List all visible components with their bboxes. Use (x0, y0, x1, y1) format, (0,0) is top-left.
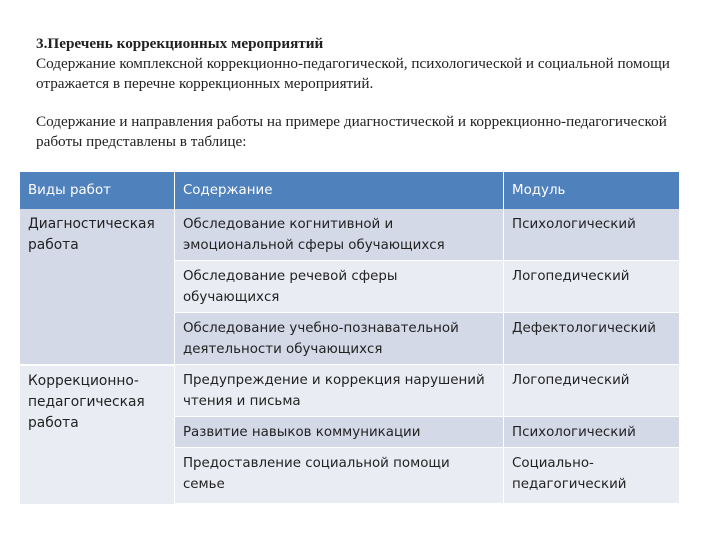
work-type-cell: Диагностическая работа (20, 209, 174, 365)
content-cell: Предоставление социальной помощи семье (174, 448, 503, 504)
header-work-type: Виды работ (20, 172, 174, 209)
content-cell: Предупреждение и коррекция нарушений чтения и письма (174, 365, 503, 417)
module-cell: Психологический (504, 209, 680, 261)
module-cell: Социально-педагогический (504, 448, 680, 504)
table-header-row (20, 172, 680, 209)
module-cell: Логопедический (504, 365, 680, 417)
module-cell: Логопедический (504, 261, 680, 313)
content-cell: Обследование учебно-познавательной деятельности обучающихся (174, 313, 503, 365)
content-cell: Обследование когнитивной и эмоциональной сферы обучающихся (174, 209, 503, 261)
header-content: Содержание (174, 172, 503, 209)
table-intro-paragraph: Содержание и направления работы на примере диагностической и коррекционно-педагогической работы представлены в таблице: (36, 113, 667, 150)
content-cell: Развитие навыков коммуникации (174, 417, 503, 448)
module-cell: Дефектологический (504, 313, 680, 365)
content-cell: Обследование речевой сферы обучающихся (174, 261, 503, 313)
header-module: Модуль (504, 172, 680, 209)
module-cell: Психологический (504, 417, 680, 448)
table-row (20, 209, 680, 261)
work-type-cell: Коррекционно-педагогическая работа (20, 365, 174, 504)
intro-text (36, 34, 686, 152)
page-title: 3.Перечень коррекционных мероприятий (36, 35, 324, 52)
measures-table (20, 172, 680, 504)
intro-paragraph: Содержание комплексной коррекционно-педагогической, психологической и социальной помощи отражается в перечне коррекционных мероприятий. (36, 55, 670, 92)
table-row (20, 365, 680, 417)
